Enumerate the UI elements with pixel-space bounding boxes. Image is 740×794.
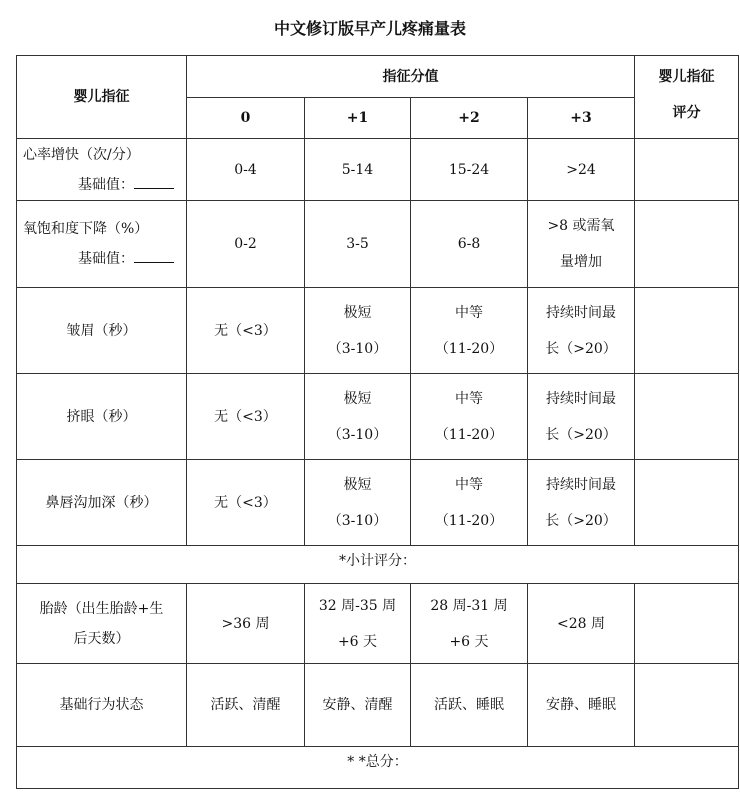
rating-cell — [635, 201, 739, 288]
header-score: +2 — [411, 98, 528, 139]
score-cell — [305, 139, 411, 201]
cell-line: 安静、睡眠 — [546, 697, 616, 713]
table-row — [17, 460, 739, 546]
indicator-label — [17, 664, 187, 747]
rating-cell — [635, 288, 739, 374]
table-row — [17, 664, 739, 747]
table-row — [17, 288, 739, 374]
score-cell — [411, 664, 528, 747]
score-cell — [411, 584, 528, 664]
cell-line: 长（>20） — [545, 426, 617, 443]
cell-line: >24 — [566, 161, 596, 178]
cell-line: 中等 — [455, 304, 483, 321]
rating-cell — [635, 584, 739, 664]
score-cell — [528, 664, 635, 747]
label-line: 皱眉（秒） — [66, 322, 137, 339]
table-row — [17, 139, 739, 201]
score-cell — [187, 288, 305, 374]
cell-line: （3-10） — [327, 512, 388, 529]
score-cell — [411, 374, 528, 460]
cell-line: 持续时间最 — [546, 476, 616, 493]
blank-field — [134, 248, 174, 263]
cell-line: +6 天 — [449, 633, 489, 650]
label-line: 心率增快（次/分） — [23, 146, 140, 163]
cell-line: >8 或需氧 — [547, 218, 615, 234]
label-line: 鼻唇沟加深（秒） — [45, 494, 158, 511]
score-cell — [187, 139, 305, 201]
score-cell — [528, 139, 635, 201]
cell-line: 极短 — [343, 390, 372, 407]
cell-line: 28 周-31 周 — [430, 597, 508, 614]
cell-line: 极短 — [343, 304, 372, 321]
cell-line: 长（>20） — [545, 512, 617, 529]
cell-line: 持续时间最 — [546, 390, 616, 407]
header-rating-line: 评分 — [672, 105, 701, 121]
cell-line: 量增加 — [560, 254, 602, 270]
cell-line: 0-4 — [234, 161, 257, 178]
cell-line: （3-10） — [327, 340, 388, 357]
table-title: 中文修订版早产儿疼痛量表 — [273, 19, 466, 38]
header-rating-line: 婴儿指征 — [658, 69, 715, 85]
cell-line: 活跃、睡眠 — [434, 697, 504, 713]
indicator-label — [17, 460, 187, 546]
cell-line: （11-20） — [434, 426, 504, 443]
cell-line: 5-14 — [341, 161, 374, 178]
header-score: +3 — [528, 98, 635, 139]
label-line: 挤眼（秒） — [66, 408, 137, 425]
header-score: +1 — [305, 98, 411, 139]
indicator-label — [17, 201, 187, 288]
cell-line: 32 周-35 周 — [318, 597, 397, 614]
indicator-label — [17, 288, 187, 374]
score-cell — [528, 374, 635, 460]
score-cell — [411, 288, 528, 374]
cell-line: 0-2 — [234, 236, 257, 252]
base-value-label: 基础值： — [78, 251, 134, 267]
cell-line: 3-5 — [346, 236, 369, 252]
score-cell — [305, 584, 411, 664]
label-line: 胎龄（出生胎龄+生 — [39, 600, 164, 617]
indicator-label — [17, 139, 187, 201]
score-cell — [528, 201, 635, 288]
score-cell — [305, 201, 411, 288]
score-cell — [187, 201, 305, 288]
cell-line: 无（<3） — [214, 322, 277, 339]
cell-line: >36 周 — [221, 615, 270, 632]
subtotal-row: *小计评分： — [17, 546, 739, 584]
cell-line: 中等 — [455, 476, 483, 493]
cell-line: 无（<3） — [214, 494, 277, 511]
header-indicator: 婴儿指征 — [17, 56, 187, 139]
cell-line: 安静、清醒 — [322, 697, 393, 713]
score-cell — [528, 288, 635, 374]
score-cell — [187, 374, 305, 460]
label-line: 基础行为状态 — [59, 697, 144, 713]
rating-cell — [635, 139, 739, 201]
cell-line: 活跃、清醒 — [210, 697, 281, 713]
cell-line: 无（<3） — [214, 408, 277, 425]
label-line: 后天数） — [73, 630, 130, 647]
pain-scale-table — [16, 55, 739, 789]
rating-cell — [635, 664, 739, 747]
cell-line: 15-24 — [448, 161, 490, 178]
header-score-group: 指征分值 — [187, 56, 635, 98]
cell-line: 持续时间最 — [546, 304, 616, 321]
cell-line: +6 天 — [337, 633, 378, 650]
score-cell — [305, 460, 411, 546]
cell-line: <28 周 — [557, 615, 605, 632]
score-cell — [305, 664, 411, 747]
score-cell — [187, 664, 305, 747]
cell-line: 极短 — [343, 476, 372, 493]
base-value-label: 基础值： — [78, 176, 134, 193]
score-cell — [528, 460, 635, 546]
table-row — [17, 584, 739, 664]
total-row: * *总分： — [17, 747, 739, 789]
score-cell — [187, 584, 305, 664]
score-cell — [305, 374, 411, 460]
score-cell — [187, 460, 305, 546]
indicator-label — [17, 584, 187, 664]
cell-line: （11-20） — [434, 512, 504, 529]
header-score: 0 — [187, 98, 305, 139]
indicator-label — [17, 374, 187, 460]
blank-field — [134, 174, 174, 189]
score-cell — [411, 201, 528, 288]
cell-line: 长（>20） — [545, 340, 617, 357]
cell-line: （3-10） — [327, 426, 388, 443]
rating-cell — [635, 374, 739, 460]
cell-line: 6-8 — [457, 236, 481, 252]
rating-cell — [635, 460, 739, 546]
table-row — [17, 374, 739, 460]
score-cell — [411, 139, 528, 201]
score-cell — [411, 460, 528, 546]
score-cell — [528, 584, 635, 664]
table-row — [17, 201, 739, 288]
score-cell — [305, 288, 411, 374]
label-line: 氧饱和度下降（%） — [23, 221, 149, 237]
cell-line: 中等 — [455, 390, 483, 407]
cell-line: （11-20） — [434, 340, 504, 357]
header-rating — [635, 56, 739, 139]
